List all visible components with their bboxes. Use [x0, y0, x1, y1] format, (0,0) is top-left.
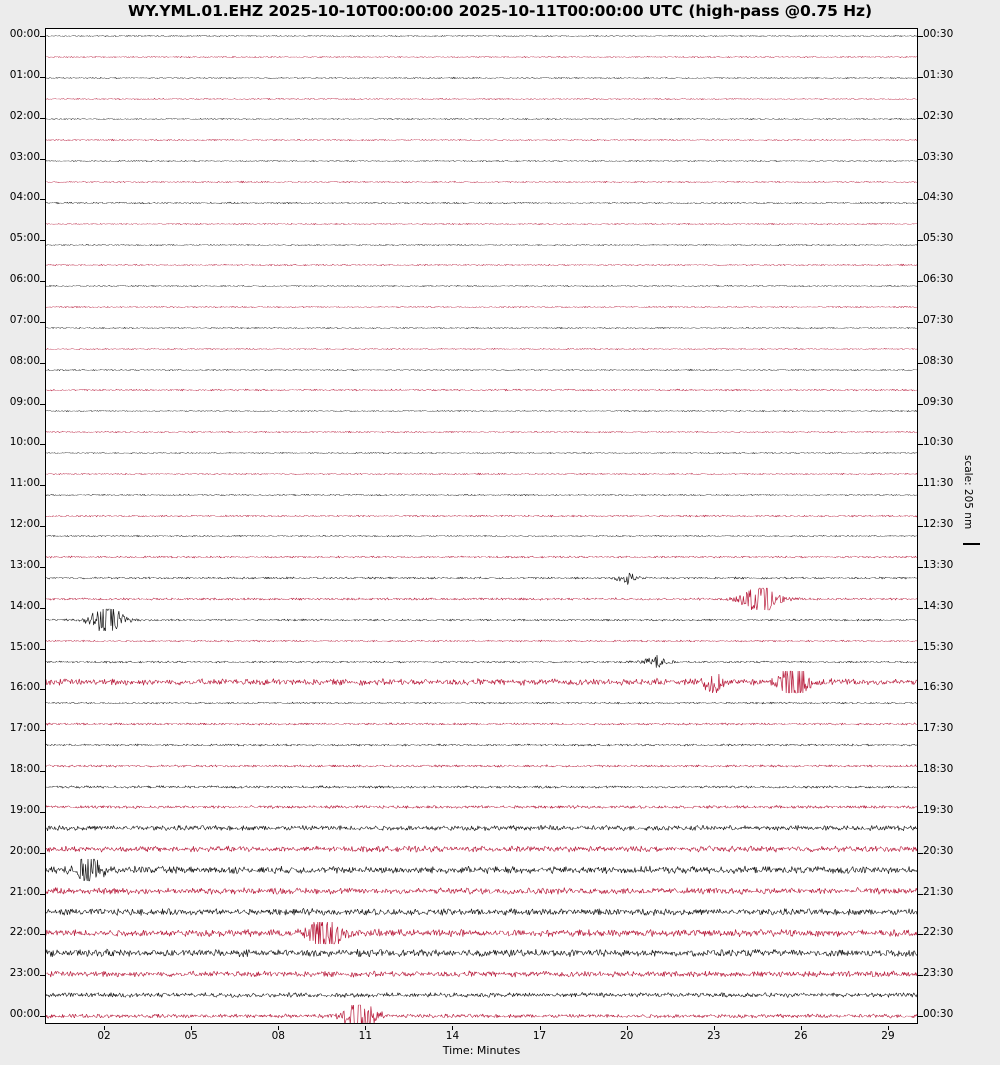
y-tick-label-right: 20:30 — [923, 844, 954, 857]
trace-waveform — [46, 46, 917, 68]
trace-waveform — [46, 213, 917, 235]
y-tick-label-left: 15:00 — [9, 640, 40, 653]
y-tick-label-right: 21:30 — [923, 885, 954, 898]
y-tick-label-right: 01:30 — [923, 68, 954, 81]
trace-waveform — [46, 942, 917, 964]
trace-waveform — [46, 922, 917, 944]
y-tick-label-right: 23:30 — [923, 967, 954, 980]
y-tick-label-right: 00:30 — [923, 1008, 954, 1020]
y-tick-mark-right — [918, 485, 923, 486]
y-tick-label-right: 00:30 — [923, 28, 954, 40]
y-tick-mark-right — [918, 322, 923, 323]
y-tick-label-left: 08:00 — [9, 354, 40, 367]
y-tick-mark-left — [40, 853, 45, 854]
scale-annotation: scale: 205 nm — [962, 455, 974, 530]
y-tick-label-left: 06:00 — [9, 273, 40, 285]
trace-waveform — [46, 776, 917, 798]
y-tick-mark-right — [918, 689, 923, 690]
trace-waveform — [46, 150, 917, 172]
trace-waveform — [46, 505, 917, 527]
trace-waveform — [46, 838, 917, 860]
y-tick-mark-right — [918, 771, 923, 772]
y-tick-mark-left — [40, 608, 45, 609]
y-tick-label-right: 15:30 — [923, 640, 954, 653]
y-tick-mark-left — [40, 281, 45, 282]
y-tick-label-left: 14:00 — [9, 599, 40, 612]
y-tick-mark-left — [40, 771, 45, 772]
x-tick-label: 11 — [358, 1030, 373, 1042]
trace-waveform — [46, 963, 917, 985]
x-tick-label: 14 — [445, 1030, 460, 1042]
trace-waveform — [46, 400, 917, 422]
y-tick-mark-left — [40, 77, 45, 78]
y-tick-mark-left — [40, 485, 45, 486]
y-tick-label-right: 16:30 — [923, 681, 954, 694]
y-tick-mark-left — [40, 730, 45, 731]
trace-waveform — [46, 734, 917, 756]
y-tick-mark-right — [918, 363, 923, 364]
trace-waveform — [46, 129, 917, 151]
y-tick-label-left: 00:00 — [9, 28, 40, 40]
x-tick-label: 17 — [532, 1030, 547, 1042]
y-tick-label-left: 01:00 — [9, 68, 40, 81]
trace-waveform — [46, 108, 917, 130]
x-tick-label: 20 — [619, 1030, 634, 1042]
trace-waveform — [46, 442, 917, 464]
y-tick-label-right: 10:30 — [923, 436, 954, 449]
trace-waveform — [46, 192, 917, 214]
y-tick-label-left: 16:00 — [9, 681, 40, 694]
y-tick-label-left: 12:00 — [9, 518, 40, 530]
y-tick-mark-left — [40, 363, 45, 364]
y-tick-mark-right — [918, 730, 923, 731]
x-tick-label: 02 — [97, 1030, 111, 1042]
y-tick-mark-right — [918, 934, 923, 935]
y-tick-label-left: 13:00 — [9, 558, 40, 571]
y-tick-label-right: 02:30 — [923, 109, 954, 122]
x-tick-label: 08 — [271, 1030, 285, 1042]
y-tick-mark-left — [40, 649, 45, 650]
trace-waveform — [46, 692, 917, 714]
y-tick-label-left: 21:00 — [9, 885, 40, 898]
y-tick-label-right: 13:30 — [923, 558, 954, 571]
x-tick-label: 23 — [707, 1030, 721, 1042]
y-tick-mark-left — [40, 894, 45, 895]
y-tick-mark-left — [40, 159, 45, 160]
y-tick-mark-left — [40, 240, 45, 241]
x-tick-label: 29 — [881, 1030, 895, 1042]
y-tick-label-right: 07:30 — [923, 313, 954, 326]
trace-waveform — [46, 463, 917, 485]
y-tick-mark-right — [918, 404, 923, 405]
y-tick-mark-right — [918, 853, 923, 854]
trace-waveform — [46, 234, 917, 256]
trace-waveform — [46, 651, 917, 673]
trace-waveform — [46, 630, 917, 652]
y-tick-mark-right — [918, 199, 923, 200]
y-tick-label-left: 00:00 — [9, 1008, 40, 1020]
y-tick-label-left: 10:00 — [9, 436, 40, 449]
y-tick-mark-left — [40, 36, 45, 37]
trace-waveform — [46, 484, 917, 506]
y-tick-mark-right — [918, 281, 923, 282]
y-tick-mark-left — [40, 118, 45, 119]
y-tick-label-left: 22:00 — [9, 926, 40, 939]
y-tick-mark-right — [918, 567, 923, 568]
y-tick-mark-right — [918, 975, 923, 976]
x-axis-ticks — [45, 1026, 918, 1042]
y-tick-label-left: 04:00 — [9, 191, 40, 204]
trace-waveform — [46, 88, 917, 110]
y-tick-label-left: 07:00 — [9, 313, 40, 326]
y-tick-mark-right — [918, 812, 923, 813]
trace-waveform — [46, 296, 917, 318]
y-tick-label-left: 18:00 — [9, 763, 40, 775]
trace-waveform — [46, 1005, 917, 1024]
y-tick-mark-left — [40, 526, 45, 527]
trace-waveform — [46, 379, 917, 401]
y-tick-label-left: 17:00 — [9, 722, 40, 735]
x-tick-label: 05 — [184, 1030, 198, 1042]
trace-waveform — [46, 713, 917, 735]
trace-waveform — [46, 317, 917, 339]
y-tick-mark-right — [918, 894, 923, 895]
y-tick-mark-left — [40, 1016, 45, 1017]
y-tick-label-left: 23:00 — [9, 967, 40, 980]
y-tick-mark-right — [918, 649, 923, 650]
y-tick-mark-right — [918, 1016, 923, 1017]
trace-waveform — [46, 859, 917, 881]
x-tick-label: 26 — [794, 1030, 808, 1042]
trace-waveform — [46, 275, 917, 297]
y-tick-mark-right — [918, 118, 923, 119]
y-tick-label-right: 18:30 — [923, 763, 954, 775]
trace-waveform — [46, 254, 917, 276]
trace-waveform — [46, 171, 917, 193]
plot-area — [45, 28, 918, 1024]
y-tick-label-right: 17:30 — [923, 722, 954, 735]
y-tick-label-right: 22:30 — [923, 926, 954, 939]
y-axis-left — [0, 28, 40, 1024]
y-tick-mark-left — [40, 199, 45, 200]
y-tick-mark-right — [918, 526, 923, 527]
y-tick-mark-right — [918, 240, 923, 241]
trace-waveform — [46, 609, 917, 631]
y-tick-mark-left — [40, 812, 45, 813]
y-tick-label-left: 05:00 — [9, 232, 40, 245]
y-tick-label-right: 09:30 — [923, 395, 954, 408]
y-tick-label-right: 03:30 — [923, 150, 954, 163]
page-title: WY.YML.01.EHZ 2025-10-10T00:00:00 2025-10-11T00:00:00 UTC (high-pass @0.75 Hz) — [128, 2, 872, 20]
trace-waveform — [46, 525, 917, 547]
y-tick-label-right: 05:30 — [923, 232, 954, 245]
trace-waveform — [46, 338, 917, 360]
trace-waveform — [46, 67, 917, 89]
y-tick-label-left: 02:00 — [9, 109, 40, 122]
y-tick-label-right: 14:30 — [923, 599, 954, 612]
y-tick-mark-left — [40, 444, 45, 445]
y-tick-label-right: 08:30 — [923, 354, 954, 367]
trace-waveform — [46, 796, 917, 818]
y-tick-mark-right — [918, 444, 923, 445]
y-tick-mark-right — [918, 36, 923, 37]
y-tick-mark-right — [918, 159, 923, 160]
y-tick-label-right: 06:30 — [923, 273, 954, 285]
trace-waveform — [46, 546, 917, 568]
x-axis-label: Time: Minutes — [442, 1044, 521, 1057]
trace-waveform — [46, 567, 917, 589]
trace-waveform — [46, 755, 917, 777]
y-axis-right — [923, 28, 983, 1024]
y-tick-label-left: 03:00 — [9, 150, 40, 163]
scale-bar-icon — [963, 543, 980, 545]
y-tick-mark-right — [918, 77, 923, 78]
y-tick-label-left: 11:00 — [9, 477, 40, 490]
trace-waveform — [46, 588, 917, 610]
y-tick-mark-right — [918, 608, 923, 609]
y-tick-label-right: 04:30 — [923, 191, 954, 204]
y-tick-label-left: 20:00 — [9, 844, 40, 857]
trace-waveform — [46, 421, 917, 443]
y-tick-mark-left — [40, 404, 45, 405]
y-tick-label-left: 19:00 — [9, 803, 40, 816]
trace-waveform — [46, 671, 917, 693]
y-tick-mark-left — [40, 322, 45, 323]
y-tick-mark-left — [40, 567, 45, 568]
trace-waveform — [46, 28, 917, 47]
y-tick-label-right: 11:30 — [923, 477, 954, 490]
y-tick-mark-left — [40, 689, 45, 690]
y-tick-mark-left — [40, 934, 45, 935]
trace-waveform — [46, 984, 917, 1006]
y-tick-label-right: 12:30 — [923, 518, 954, 530]
y-tick-label-right: 19:30 — [923, 803, 954, 816]
trace-waveform — [46, 901, 917, 923]
trace-waveform — [46, 880, 917, 902]
trace-waveform — [46, 359, 917, 381]
y-tick-label-left: 09:00 — [9, 395, 40, 408]
y-tick-mark-left — [40, 975, 45, 976]
trace-waveform — [46, 817, 917, 839]
